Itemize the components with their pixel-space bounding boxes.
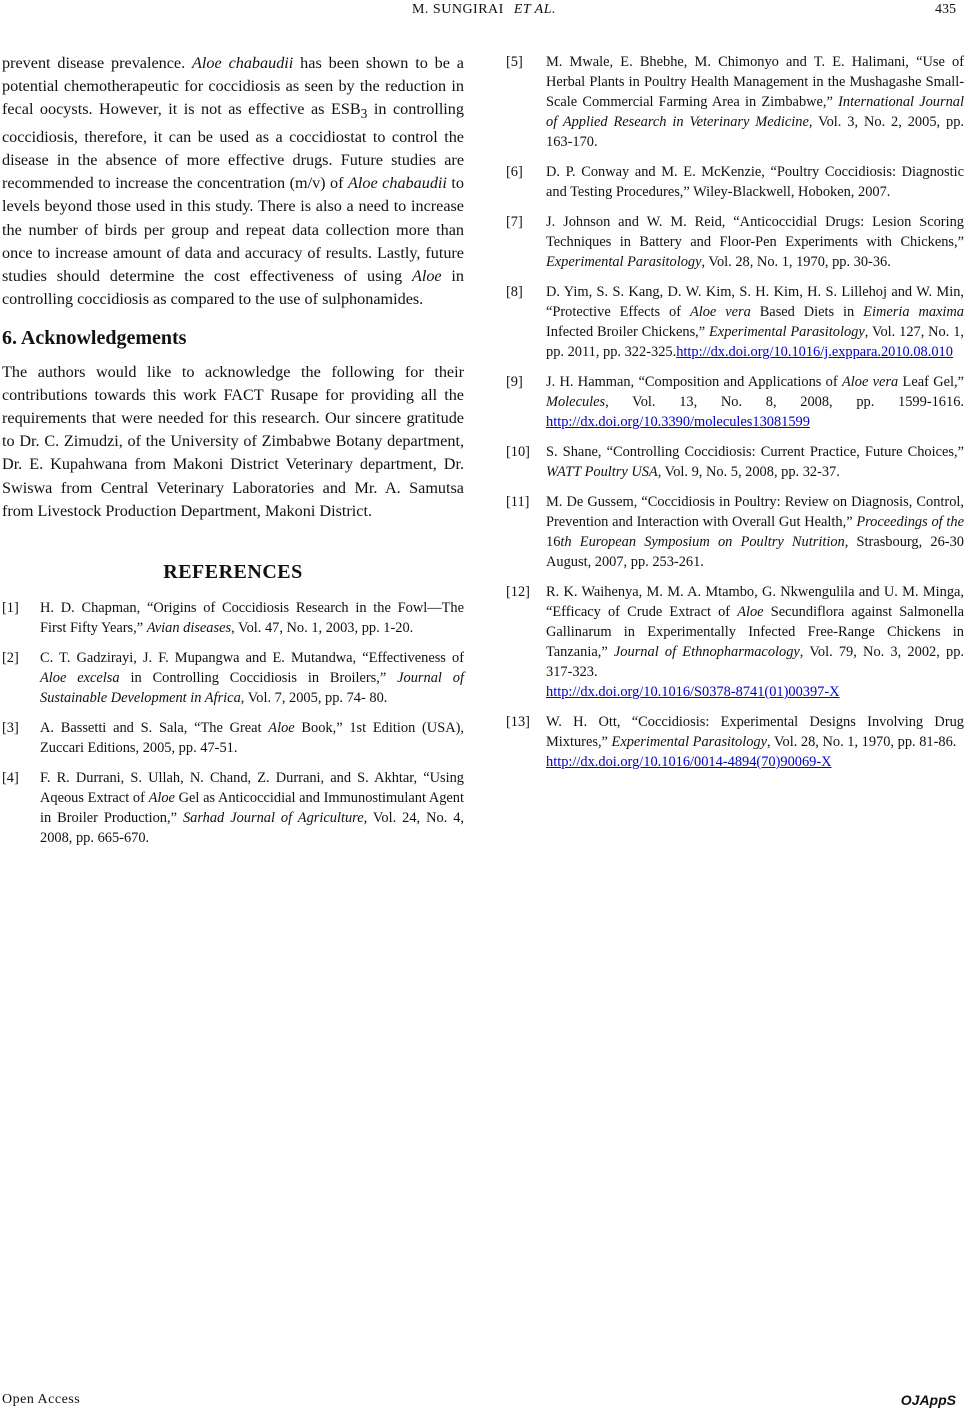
reference-text xyxy=(546,712,964,772)
italic-run: Experimental Parasitology xyxy=(709,324,865,340)
reference-item xyxy=(506,282,964,362)
reference-number: [3] xyxy=(2,720,19,737)
reference-number: [4] xyxy=(2,770,19,787)
reference-item xyxy=(506,372,964,432)
text-run: Secundiflora against Salmonella Gallinarum in Experimentally Infected Free-Range Chickens in Tanzania,” xyxy=(546,604,964,660)
text-run: Based Diets in xyxy=(750,304,864,320)
reference-item xyxy=(506,492,964,572)
doi-link[interactable]: http://dx.doi.org/10.1016/j.exppara.2010.08.010 xyxy=(676,344,953,360)
text-run: , Vol. 47, No. 1, 2003, pp. 1-20. xyxy=(231,620,414,637)
text-run: , Vol. 7, 2005, pp. 74- 80. xyxy=(240,690,388,707)
italic-run: Proceedings of the xyxy=(856,514,964,530)
references-title: REFERENCES xyxy=(163,561,303,584)
acknowledgements-heading: 6. Acknowledgements xyxy=(2,327,187,350)
reference-item xyxy=(2,598,464,638)
subscript: 3 xyxy=(360,106,368,122)
text-run: prevent disease prevalence. xyxy=(2,54,193,72)
conclusion-paragraph xyxy=(2,52,464,311)
text-run: J. Johnson and W. M. Reid, “Anticoccidial Drugs: Lesion Scoring Techniques in Battery and Floor-Pen Experiments with Chickens,” xyxy=(546,214,964,250)
page-number: 435 xyxy=(935,2,956,17)
italic-run: Aloe xyxy=(268,720,295,737)
italic-run: International Journal of Applied Research in Veterinary Medicine xyxy=(546,94,964,130)
reference-item xyxy=(506,712,964,772)
italic-run: Aloe xyxy=(411,267,442,286)
text-run: M. De Gussem, “Coccidiosis in Poultry: Review on Diagnosis, Control, Prevention and Interaction with Overall Gut Health,” xyxy=(546,494,964,530)
italic-run: Aloe excelsa xyxy=(40,670,120,687)
text-run: J. H. Hamman, “Composition and Applications of xyxy=(546,374,842,390)
reference-text xyxy=(546,442,964,482)
doi-link[interactable]: http://dx.doi.org/10.1016/S0378-8741(01)00397-X xyxy=(546,684,840,700)
right-column xyxy=(506,52,964,782)
page-header xyxy=(0,0,968,24)
reference-text xyxy=(546,582,964,702)
text-run: Book,” 1st Edition (USA), Zuccari Editions, 2005, pp. 47-51. xyxy=(40,720,464,757)
text-run: , Vol. 13, No. 8, 2008, pp. 1599-1616. xyxy=(605,394,964,410)
text-run: in controlling coccidiosis as compared to the use of sulphonamides. xyxy=(2,267,465,309)
doi-link[interactable]: http://dx.doi.org/10.1016/0014-4894(70)90069-X xyxy=(546,754,832,770)
text-run: , Strasbourg, 26-30 August, 2007, pp. 253-261. xyxy=(546,534,964,570)
reference-text xyxy=(546,372,964,432)
text-run: H. D. Chapman, “Origins of Coccidiosis Research in the Fowl—The First Fifty Years,” xyxy=(40,600,464,637)
reference-item xyxy=(506,52,964,152)
reference-number: [11] xyxy=(506,494,530,510)
text-run: to levels beyond those used in this study. There is also a need to increase the number of birds per group and repeat data collection more than once to increase amount of data and accuracy of results. Lastly, future studies should determine the cost effectiveness of using xyxy=(2,174,464,286)
italic-run: Experimental Parasitology xyxy=(611,734,768,750)
reference-number: [10] xyxy=(506,444,530,460)
running-title-authors: M. SUNGIRAI xyxy=(411,2,504,17)
reference-number: [1] xyxy=(2,600,19,617)
text-run: S. Shane, “Controlling Coccidiosis: Current Practice, Future Choices,” xyxy=(546,444,964,460)
text-run: A. Bassetti and S. Sala, “The Great xyxy=(40,720,269,737)
text-run: F. R. Durrani, S. Ullah, N. Chand, Z. Durrani, and S. Akhtar, “Using Aqeous Extract of xyxy=(40,770,464,807)
running-title-etal: ET AL. xyxy=(513,2,556,17)
text-run: C. T. Gadzirayi, J. F. Mupangwa and E. Mutandwa, “Effectiveness of xyxy=(40,650,464,667)
running-title xyxy=(0,2,968,18)
italic-run: Experimental Parasitology xyxy=(546,254,702,270)
reference-item xyxy=(506,162,964,202)
italic-run: Aloe chabaudii xyxy=(192,54,294,72)
reference-item xyxy=(506,442,964,482)
text-run: Infected Broiler Chickens,” xyxy=(546,324,710,340)
reference-text xyxy=(546,52,964,152)
reference-number: [13] xyxy=(506,714,530,730)
reference-number: [7] xyxy=(506,214,523,230)
page-footer xyxy=(0,1392,968,1412)
text-run: , Vol. 24, No. 4, 2008, pp. 665-670. xyxy=(40,810,465,847)
reference-number: [8] xyxy=(506,284,523,300)
reference-text xyxy=(40,718,464,758)
text-run: M. Mwale, E. Bhebhe, M. Chimonyo and T. E. Halimani, “Use of Herbal Plants in Poultry Health Management in the Mushagashe Small-Scale Commercial Farming Area in Zimbabwe,” xyxy=(546,54,964,110)
text-run: Leaf Gel,” xyxy=(898,374,964,390)
reference-text: D. P. Conway and M. E. McKenzie, “Poultry Coccidiosis: Diagnostic and Testing Procedures,” Wiley-Blackwell, Hoboken, 2007. xyxy=(546,164,964,200)
italic-run: Molecules xyxy=(546,394,606,410)
italic-run: Journal of Ethnopharmacology xyxy=(613,644,800,660)
reference-item xyxy=(506,582,964,702)
reference-number: [9] xyxy=(506,374,523,390)
reference-item xyxy=(2,648,464,708)
italic-run: Journal of Sustainable Development in Africa xyxy=(40,670,464,707)
italic-run: WATT Poultry USA xyxy=(546,464,658,480)
text-run: in controlling coccidiosis, therefore, it can be used as a coccidiostat to control the disease in the absence of more effective drugs. Future studies are recommended to increase the concentration (m/v) of xyxy=(2,100,464,193)
text-run: R. K. Waihenya, M. M. A. Mtambo, G. Nkwengulila and U. M. Minga, “Efficacy of Crude Extract of xyxy=(546,584,964,620)
reference-number: [5] xyxy=(506,54,523,70)
italic-run: Sarhad Journal of Agriculture xyxy=(182,810,364,827)
italic-run: th European Symposium on Poultry Nutrition xyxy=(560,534,845,550)
left-column xyxy=(2,52,464,858)
reference-number: [12] xyxy=(506,584,530,600)
text-run: Gel as Anticoccidial and Immunostimulant Agent in Broiler Production,” xyxy=(40,790,465,827)
reference-text xyxy=(40,648,464,708)
doi-link[interactable]: http://dx.doi.org/10.3390/molecules13081599 xyxy=(546,414,810,430)
italic-run: Aloe xyxy=(737,604,764,620)
italic-run: Eimeria maxima xyxy=(863,304,965,320)
italic-run: Aloe vera xyxy=(841,374,899,390)
text-run: , Vol. 28, No. 1, 1970, pp. 30-36. xyxy=(701,254,891,270)
text-run: has been shown to be a potential chemotherapeutic for coccidiosis as seen by the reduction in fecal oocysts. However, it is not as effective as ESB xyxy=(2,54,464,119)
reference-item xyxy=(506,212,964,272)
reference-text xyxy=(40,768,464,848)
italic-run: Aloe vera xyxy=(689,304,751,320)
italic-run: Aloe xyxy=(148,790,175,807)
reference-item xyxy=(2,768,464,848)
text-run: , Vol. 28, No. 1, 1970, pp. 81-86. xyxy=(767,734,957,750)
italic-run: Aloe chabaudii xyxy=(348,174,447,193)
italic-run: Avian diseases xyxy=(146,620,232,637)
reference-number: [6] xyxy=(506,164,523,180)
reference-text xyxy=(546,492,964,572)
text-run: , Vol. 127, No. 1, pp. 2011, pp. 322-325. xyxy=(546,324,964,360)
journal-name: OJAppS xyxy=(900,1392,956,1408)
text-run: D. Yim, S. S. Kang, D. W. Kim, S. H. Kim, H. S. Lillehoj and W. Min, “Protective Effects of xyxy=(546,284,964,320)
acknowledgements-paragraph: The authors would like to acknowledge the following for their contributions towards this work FACT Rusape for providing all the requirements that were needed for this research. Our sincere gratitude to Dr. C. Zimudzi, of the University of Zimbabwe Botany department, Dr. E. Kupahwana from Makoni District Veterinary department, Dr. Swiswa from Central Veterinary Laboratories and Mr. A. Samutsa from Livestock Production Department, Makoni District. xyxy=(2,362,464,520)
reference-text xyxy=(40,598,464,638)
reference-number: [2] xyxy=(2,650,19,667)
reference-text xyxy=(546,212,964,272)
reference-text xyxy=(546,282,964,362)
text-run: , Vol. 9, No. 5, 2008, pp. 32-37. xyxy=(657,464,840,480)
text-run: W. H. Ott, “Coccidiosis: Experimental Designs Involving Drug Mixtures,” xyxy=(546,714,964,750)
text-run: , Vol. 3, No. 2, 2005, pp. 163-170. xyxy=(546,114,964,150)
text-run: 16 xyxy=(546,534,561,550)
text-run: , Vol. 79, No. 3, 2002, pp. 317-323. xyxy=(546,644,964,680)
open-access-label: Open Access xyxy=(2,1392,81,1407)
text-run: in Controlling Coccidiosis in Broilers,” xyxy=(119,670,398,687)
reference-item xyxy=(2,718,464,758)
